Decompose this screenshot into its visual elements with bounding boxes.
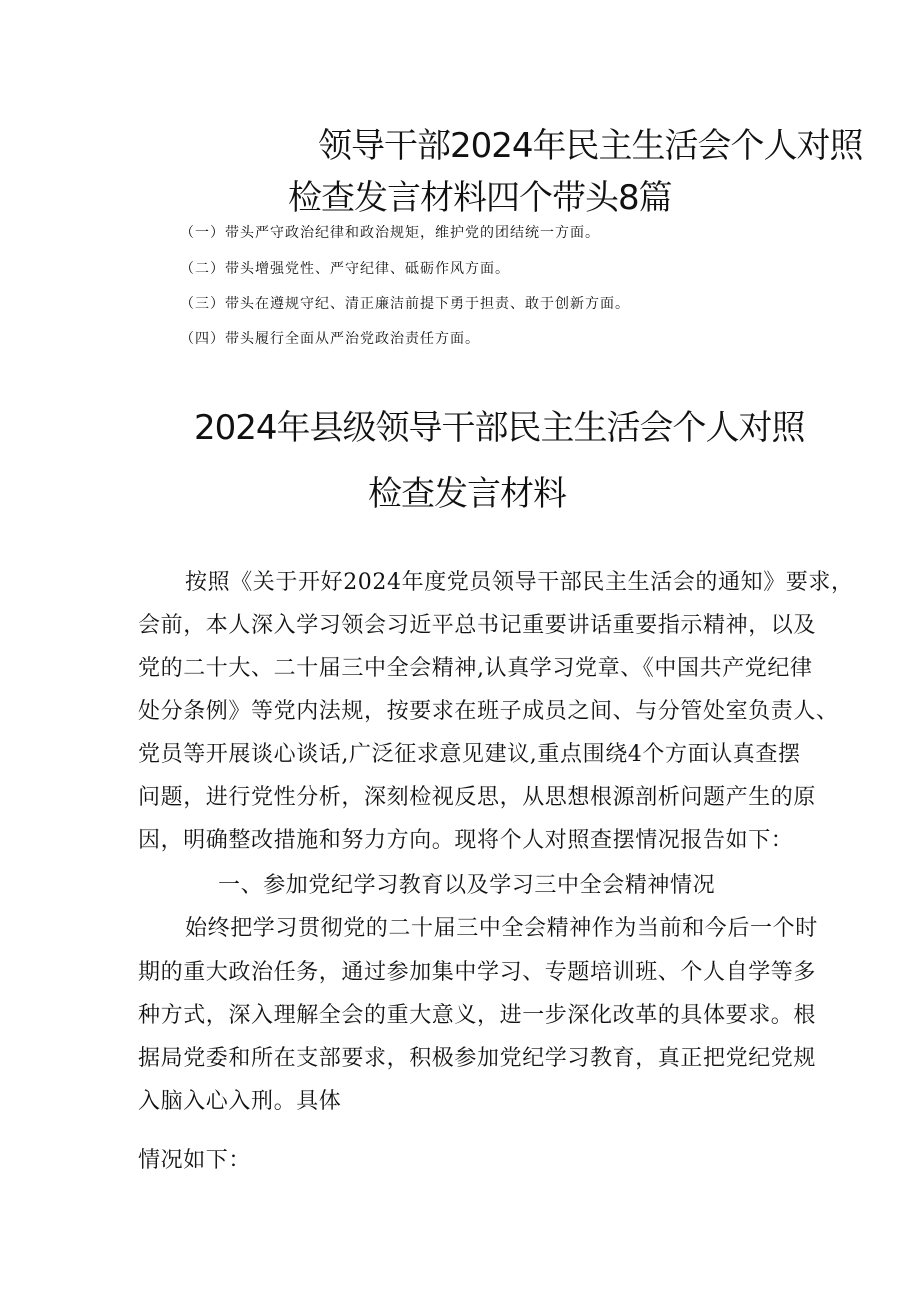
body-line: 据局党委和所在支部要求，积极参加党纪学习教育，真正把党纪党规	[138, 1046, 817, 1071]
body-line: 始终把学习贯彻党的二十届三中全会精神作为当前和今后一个时	[185, 916, 818, 941]
body-line: 按照《关于开好2024年度党员领导干部民主生活会的通知》要求，	[185, 570, 854, 595]
doc-title-line2: 检查发言材料四个带头8篇	[288, 178, 672, 218]
section-heading-1: 一、参加党纪学习教育以及学习三中全会精神情况	[218, 873, 716, 898]
body-line: 会前，本人深入学习领会习近平总书记重要讲话重要指示精神，以及	[138, 613, 817, 638]
body-line: 党员等开展谈心谈话,广泛征求意见建议,重点围绕4个方面认真查摆	[138, 742, 801, 767]
body-line: 种方式，深入理解全会的重大意义，进一步深化改革的具体要求。根	[138, 1003, 817, 1028]
body-line: 入脑入心入刑。具体	[138, 1089, 342, 1114]
toc-item-3: （三）带头在遵规守纪、清正廉洁前提下勇于担责、敢于创新方面。	[180, 296, 630, 312]
toc-item-4: （四）带头履行全面从严治党政治责任方面。	[180, 331, 480, 347]
body-line: 党的二十大、二十届三中全会精神,认真学习党章、《中国共产党纪律	[138, 656, 813, 681]
body-line: 处分条例》等党内法规，按要求在班子成员之间、与分管处室负责人、	[138, 699, 839, 724]
article-title-line1: 2024年县级领导干部民主生活会个人对照	[194, 408, 805, 448]
body-line: 期的重大政治任务，通过参加集中学习、专题培训班、个人自学等多	[138, 960, 817, 985]
body-line: 因，明确整改措施和努力方向。现将个人对照查摆情况报告如下：	[138, 828, 794, 853]
toc-item-1: （一）带头严守政治纪律和政治规矩，维护党的团结统一方面。	[180, 225, 600, 241]
toc-item-2: （二）带头增强党性、严守纪律、砥砺作风方面。	[180, 261, 510, 277]
body-line: 情况如下：	[138, 1148, 252, 1173]
doc-title-line1: 领导干部2024年民主生活会个人对照	[318, 126, 863, 166]
body-line: 问题，进行党性分析，深刻检视反思，从思想根源剖析问题产生的原	[138, 785, 817, 810]
article-title-line2: 检查发言材料	[368, 474, 566, 514]
